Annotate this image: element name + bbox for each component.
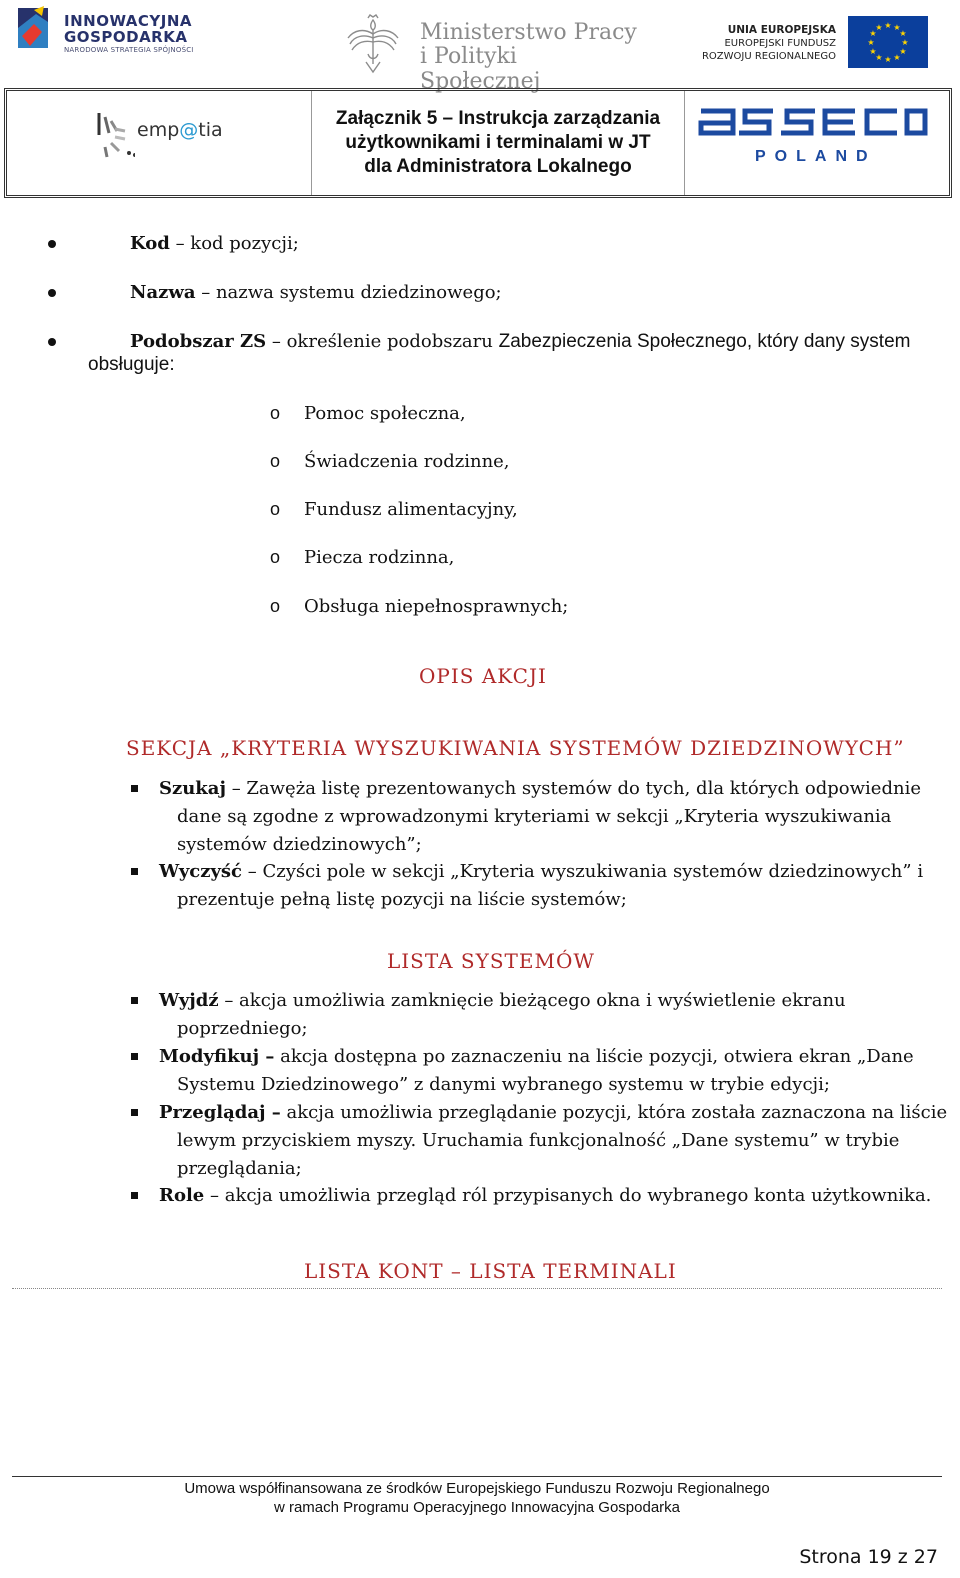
circle-bullet-icon: o <box>270 547 281 567</box>
heading-lista-kont: LISTA KONT – LISTA TERMINALI <box>304 1259 677 1283</box>
action-term: Modyfikuj – <box>159 1046 275 1067</box>
field-podobszar-continuation: obsługuje: <box>88 354 175 375</box>
asseco-poland-label: POLAND <box>755 148 877 165</box>
svg-text:★: ★ <box>884 55 892 64</box>
empatia-logo <box>95 109 235 169</box>
field-desc: – określenie podobszaru <box>266 331 499 352</box>
square-bullet-icon <box>131 997 138 1004</box>
logo-ig-line3: NARODOWA STRATEGIA SPÓJNOŚCI <box>64 46 194 54</box>
logo-row <box>0 0 960 94</box>
circle-bullet-icon: o <box>270 596 281 616</box>
field-term: Podobszar ZS <box>130 331 267 352</box>
svg-text:★: ★ <box>899 47 907 56</box>
eagle-emblem-icon <box>344 14 402 76</box>
action-szukaj <box>128 775 948 859</box>
ue-line2: EUROPEJSKI FUNDUSZ <box>724 38 836 49</box>
svg-text:★: ★ <box>884 21 892 30</box>
document-title <box>312 107 684 179</box>
heading-opis-akcji: OPIS AKCJI <box>419 664 547 688</box>
innowacyjna-gospodarka-logo <box>16 6 216 54</box>
asseco-wordmark-icon <box>697 107 929 137</box>
action-desc: – akcja umożliwia przegląd ról przypisanych do wybranego konta użytkownika. <box>204 1185 932 1206</box>
page-number: Strona 19 z 27 <box>799 1546 938 1568</box>
circle-bullet-icon: o <box>270 451 281 471</box>
action-term: Role <box>159 1185 205 1206</box>
circle-bullet-icon: o <box>270 499 281 519</box>
footer-line1: Umowa współfinansowana ze środków Europejskiego Funduszu Rozwoju Regionalnego <box>184 1480 770 1497</box>
header-cell-title <box>312 91 685 195</box>
action-desc: – Czyści pole w sekcji „Kryteria wyszukiwania systemów dziedzinowych” i prezentuje pełną listę pozycji na liście systemów; <box>177 861 924 910</box>
bullet-dot <box>48 240 56 248</box>
action-term: Szukaj <box>159 778 226 799</box>
field-term: Nazwa <box>130 282 196 303</box>
svg-text:★: ★ <box>893 53 901 62</box>
ministerstwo-logo <box>344 14 644 94</box>
field-desc: – nazwa systemu dziedzinowego; <box>195 282 502 303</box>
heading-divider <box>12 1288 942 1289</box>
action-term: Wyczyść <box>159 861 243 882</box>
footer-line2: w ramach Programu Operacyjnego Innowacyjna Gospodarka <box>273 1499 681 1516</box>
action-wyjdz <box>128 987 948 1043</box>
action-desc: – akcja umożliwia zamknięcie bieżącego okna i wyświetlenie ekranu poprzedniego; <box>177 990 846 1039</box>
eu-flag-icon <box>848 16 928 68</box>
square-bullet-icon <box>131 1109 138 1116</box>
field-desc-sans: Zabezpieczenia Społecznego, który dany system <box>498 331 911 352</box>
unia-europejska-logo <box>700 16 930 72</box>
empatia-wordmark: emp@tia <box>137 119 223 141</box>
action-desc: akcja dostępna po zaznaczeniu na liście pozycji, otwiera ekran „Dane Systemu Dziedzinowego” z danymi wybranego systemu w trybie edycji; <box>177 1046 914 1095</box>
document-header <box>4 88 952 198</box>
action-term: Wyjdź <box>159 990 219 1011</box>
action-role <box>128 1182 948 1210</box>
header-cell-asseco <box>685 91 949 195</box>
action-term: Przeglądaj – <box>159 1102 281 1123</box>
empatia-mark-icon <box>95 109 135 169</box>
document-title-line2: użytkownikami i terminalami w JT <box>345 132 651 153</box>
header-cell-empatia <box>7 91 312 195</box>
action-desc: – Zawęża listę prezentowanych systemów do tych, dla których odpowiednie dane są zgodne z wprowadzonymi kryteriami w sekcji „Kryteria wyszukiwania systemów dziedzinowych”; <box>177 778 921 855</box>
bullet-dot <box>48 289 56 297</box>
svg-text:★: ★ <box>875 53 883 62</box>
logo-ig-line1: INNOWACYJNA <box>64 12 193 30</box>
ue-line3: ROZWOJU REGIONALNEGO <box>701 51 836 62</box>
action-wyczysc <box>128 858 948 914</box>
svg-text:★: ★ <box>869 47 877 56</box>
document-title-line3: dla Administratora Lokalnego <box>364 156 632 177</box>
circle-bullet-icon: o <box>270 403 281 423</box>
innowacyjna-gospodarka-mark-icon <box>16 6 56 54</box>
square-bullet-icon <box>131 785 138 792</box>
ministerstwo-line2: i Polityki Społecznej <box>420 44 541 94</box>
asseco-logo <box>695 103 935 173</box>
square-bullet-icon <box>131 868 138 875</box>
ue-line1: UNIA EUROPEJSKA <box>727 24 836 36</box>
svg-text:★: ★ <box>899 29 907 38</box>
svg-text:★: ★ <box>869 29 877 38</box>
logo-ig-line2: GOSPODARKA <box>64 28 188 46</box>
action-desc: akcja umożliwia przeglądanie pozycji, która została zaznaczona na liście lewym przyciskiem myszy. Uruchamia funkcjonalność „Dane systemu” w trybie przeglądania; <box>177 1102 948 1179</box>
bullet-dot <box>48 338 56 346</box>
square-bullet-icon <box>131 1192 138 1199</box>
heading-sekcja-kryteria: SEKCJA „KRYTERIA WYSZUKIWANIA SYSTEMÓW DZIEDZINOWYCH” <box>126 736 905 760</box>
field-desc: – kod pozycji; <box>169 233 299 254</box>
square-bullet-icon <box>131 1053 138 1060</box>
document-title-line1: Załącznik 5 – Instrukcja zarządzania <box>335 108 661 129</box>
footer-divider <box>12 1476 942 1477</box>
svg-text:★: ★ <box>875 23 883 32</box>
heading-lista-systemow: LISTA SYSTEMÓW <box>387 949 595 973</box>
action-przegladaj <box>128 1099 948 1183</box>
field-term: Kod <box>130 233 170 254</box>
svg-text:★: ★ <box>893 23 901 32</box>
svg-text:★: ★ <box>867 38 875 47</box>
action-modyfikuj <box>128 1043 948 1099</box>
svg-text:★: ★ <box>901 38 909 47</box>
ministerstwo-line1: Ministerstwo Pracy <box>420 20 637 45</box>
